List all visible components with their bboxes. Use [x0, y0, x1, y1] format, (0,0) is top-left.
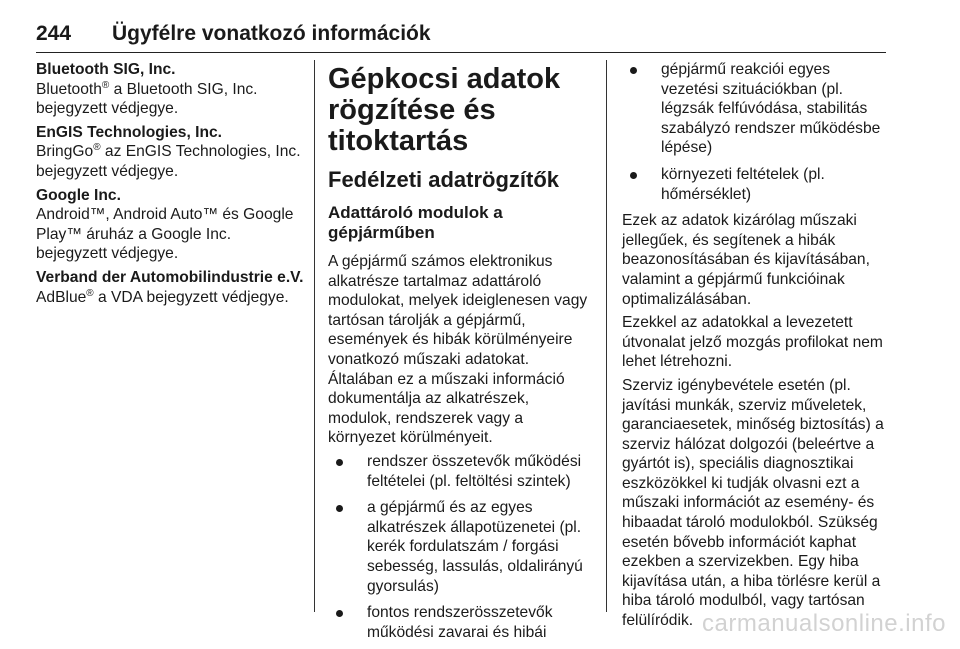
page-number: 244 — [36, 22, 72, 45]
column-divider-1 — [314, 60, 315, 612]
trademark-entry — [36, 268, 304, 307]
trademark-text: BringGo® az EnGIS Technologies, Inc. bejegyzett védjegye. — [36, 142, 301, 180]
trademark-entry — [36, 60, 304, 119]
trademark-column — [36, 60, 304, 311]
trademark-company: Verband der Automobilindustrie e.V. — [36, 268, 304, 286]
bullet-icon — [336, 459, 343, 466]
trademark-text: Android™, Android Auto™ és Google Play™ áruház a Google Inc. bejegyzett védjegye. — [36, 206, 294, 263]
list-item: rendszer összetevők működési feltételei (pl. feltöltési szintek) — [336, 452, 590, 491]
trademark-company: EnGIS Technologies, Inc. — [36, 123, 222, 141]
intro-paragraph: A gépjármű számos elektronikus alkatrésze tartalmaz adattároló modulokat, melyek ideiglenesen vagy tartósan tárolják a gépjármű, események és hibák körülményeire vonatkozó műszaki adatokat. Általában ez a műszaki információ dokumentálja az alkatrészek, modulok, rendszerek vagy a környezet körülményeit. — [328, 253, 588, 447]
trademark-text: AdBlue® a VDA bejegyzett védjegye. — [36, 287, 289, 306]
watermark: carmanualsonline.info — [702, 610, 946, 637]
trademark-company: Bluetooth SIG, Inc. — [36, 61, 176, 78]
bullet-icon — [336, 610, 343, 617]
trademark-entry — [36, 123, 304, 182]
bullet-icon — [630, 67, 637, 74]
list-item: fontos rendszerösszetevők működési zavarai és hibái — [336, 603, 590, 642]
bullet-icon — [336, 505, 343, 512]
column-divider-2 — [606, 60, 607, 612]
bullet-icon — [630, 172, 637, 179]
section-title: Gépkocsi adatok rögzítése és titoktartás — [328, 63, 561, 157]
section-subtitle: Fedélzeti adatrögzítők — [328, 167, 560, 192]
bullet-list — [336, 452, 590, 642]
trademark-text: Bluetooth® a Bluetooth SIG, Inc. bejegyzett védjegye. — [36, 79, 258, 118]
page-header — [36, 22, 886, 53]
body-paragraph: Ezek az adatok kizárólag műszaki jellegűek, és segítenek a hibák beazonosításában és kijavításában, valamint a gépjármű funkcióinak optimalizálásában. — [622, 212, 870, 308]
list-item: környezeti feltételek (pl. hőmérséklet) — [630, 165, 890, 204]
body-paragraph: Szerviz igénybevétele esetén (pl. javítási munkák, szerviz műveletek, garanciaesetek, minőség biztosítás) a szerviz hálózat dolgozói (beleértve a gyártót is), speciális diagnosztikai eszközökkel ki tudják olvasni ezt a műszaki információt az esemény- és hibaadat tároló modulokból. Szükség esetén bővebb információt kaphat ezekben a szervizekben. Egy hiba kijavítása után, a hiba törlésre kerül a hiba tároló modulból, vagy tartósan felülíródik. — [622, 376, 884, 630]
chapter-title: Ügyfélre vonatkozó információk — [112, 22, 431, 45]
continuation-column — [622, 60, 890, 635]
bullet-list — [630, 60, 890, 204]
list-item: a gépjármű és az egyes alkatrészek állapotüzenetei (pl. kerék fordulatszám / forgási sebesség, lassulás, oldalirányú gyorsulás) — [336, 498, 590, 596]
list-item: gépjármű reakciói egyes vezetési szituációkban (pl. légzsák felfúvódása, stabilitás szabályzó rendszer működésbe lépése) — [630, 60, 890, 158]
section-column — [328, 60, 590, 649]
trademark-company: Google Inc. — [36, 186, 121, 204]
section-subsubtitle: Adattároló modulok a gépjárműben — [328, 203, 503, 242]
body-paragraph: Ezekkel az adatokkal a levezetett útvonalat jelző mozgás profilokat nem lehet létrehozni. — [622, 314, 883, 371]
trademark-entry — [36, 186, 304, 264]
